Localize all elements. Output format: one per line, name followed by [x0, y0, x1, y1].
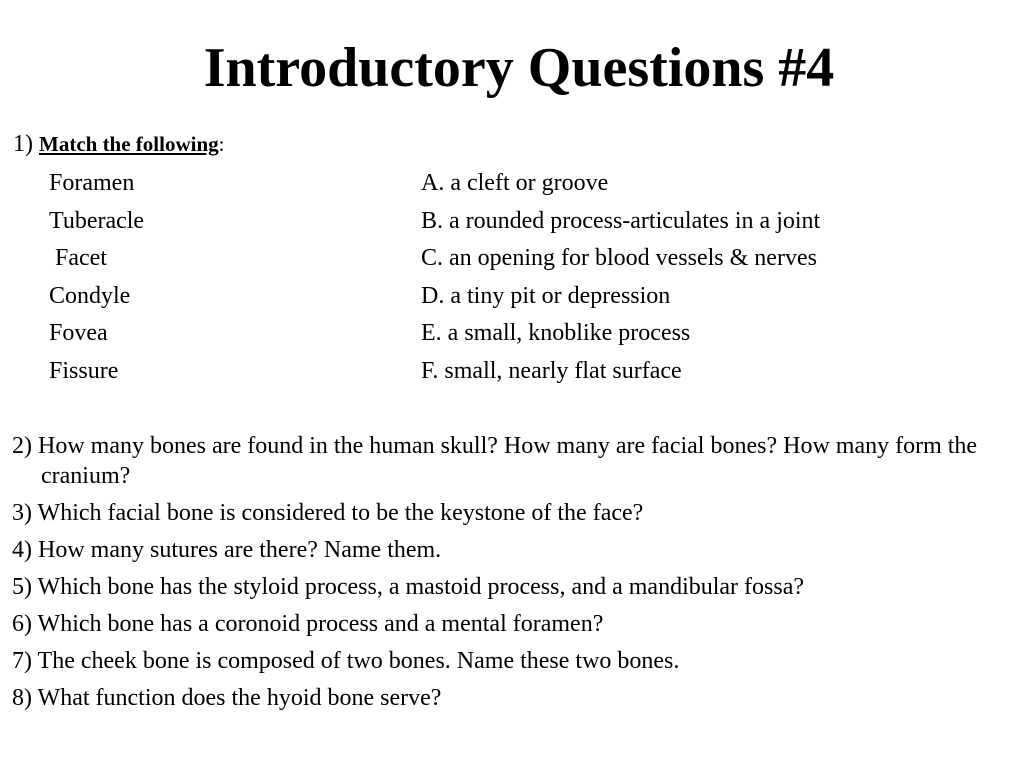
match-row — [0, 279, 1024, 313]
match-term: Condyle — [49, 283, 131, 309]
match-definition: F. small, nearly flat surface — [421, 358, 682, 384]
question-item: 6) Which bone has a coronoid process and a mental foramen? — [12, 611, 604, 637]
match-definition: A. a cleft or groove — [421, 170, 609, 196]
question-1-heading — [13, 128, 225, 160]
match-term: Tuberacle — [49, 208, 145, 234]
match-row — [0, 166, 1024, 200]
match-definition: E. a small, knoblike process — [421, 320, 691, 346]
question-item: 2) How many bones are found in the human skull? How many are facial bones? How many form the cranium? — [12, 433, 978, 489]
match-row — [0, 204, 1024, 238]
match-heading-colon: : — [218, 132, 225, 156]
question-list — [12, 431, 1012, 720]
match-definition: D. a tiny pit or depression — [421, 283, 671, 309]
question-item: 4) How many sutures are there? Name them. — [12, 537, 442, 563]
match-term: Fovea — [49, 320, 108, 346]
match-heading: Match the following — [39, 132, 219, 156]
match-term: Facet — [55, 245, 107, 271]
question-item: 8) What function does the hyoid bone serve? — [12, 685, 442, 711]
match-row — [0, 241, 1024, 275]
match-term: Foramen — [49, 170, 135, 196]
question-item: 5) Which bone has the styloid process, a mastoid process, and a mandibular fossa? — [12, 574, 805, 600]
match-term: Fissure — [49, 358, 119, 384]
question-1-number: 1) — [13, 131, 33, 157]
question-item: 7) The cheek bone is composed of two bones. Name these two bones. — [12, 648, 680, 674]
question-item: 3) Which facial bone is considered to be the keystone of the face? — [12, 500, 644, 526]
match-row — [0, 354, 1024, 388]
slide-title: Introductory Questions #4 — [203, 37, 835, 99]
match-definition: C. an opening for blood vessels & nerves — [421, 245, 817, 271]
match-definition: B. a rounded process-articulates in a joint — [421, 208, 821, 234]
match-row — [0, 316, 1024, 350]
